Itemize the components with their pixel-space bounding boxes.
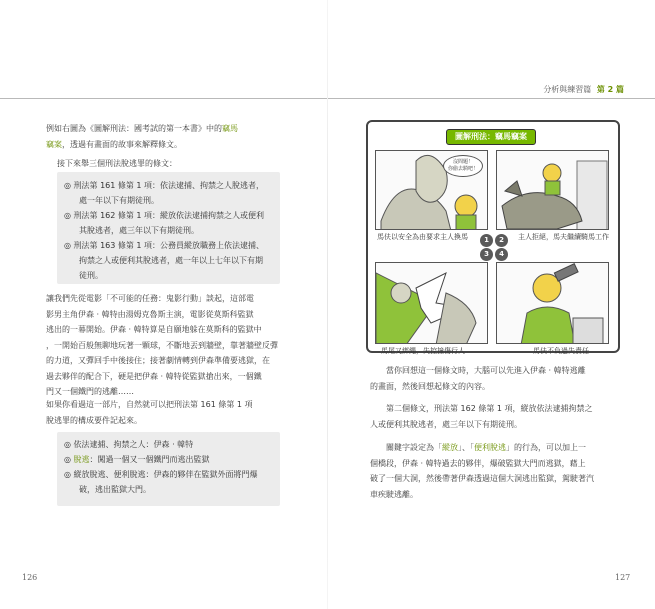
intro-text-end: ，透過有畫面的故事來解釋條文。 (62, 139, 182, 149)
recall-line: 當你回想這一個條文時，大腦可以先進入伊森 ‧ 韓特逃離 (386, 366, 586, 375)
crash-scene-icon (376, 263, 488, 344)
comic-caption-3: 馬尾又綁繩，失控撞傷行人 (381, 347, 465, 355)
story-line: 門又一個鐵門的逃離…… (46, 387, 134, 396)
article-line: 拘禁之人或便利其脫逃者，處一年以上七年以下有期 (79, 256, 263, 265)
page-gutter (327, 0, 328, 609)
intro-paragraph (46, 121, 286, 152)
speech-bubble: 沒問題！ 你偷去騎吧！ (443, 155, 483, 177)
intro-highlight-2: 竊案 (46, 139, 62, 149)
keyword-line: 車疾駛逃離。 (370, 489, 418, 499)
page-number-left: 126 (22, 573, 38, 582)
lead-line: 接下來舉三個刑法脫逃罪的條文： (57, 159, 177, 168)
element-line: ◎ 依法逮捕、拘禁之人：伊森 ‧ 韓特 (64, 440, 194, 449)
story-paragraph (46, 291, 291, 400)
comic-panel-3 (375, 262, 488, 344)
summary-line: 脫逃罪的構成要件記起來。 (46, 415, 142, 425)
comic-caption-4: 馬伕不負過失責任 (533, 347, 589, 355)
comic-caption-2: 主人拒絕，馬夫繼續騎馬工作 (518, 233, 609, 241)
article-162-line: 人或便利其脫逃者，處三年以下有期徒刑。 (370, 419, 522, 429)
articles-box (57, 172, 280, 284)
story-line: 的力道，又彈回手中後接住；接著劇情轉到伊森準備要逃獄，在 (46, 356, 270, 365)
story-line: 逃出的一幕開始。伊森 ‧ 韓特算是自願地躲在莫斯科的監獄中 (46, 325, 262, 334)
keyword-paragraph (370, 440, 632, 502)
panel-number-1: 1 (480, 234, 493, 247)
comic-panel-2 (496, 150, 609, 230)
panel-number-4: 4 (495, 248, 508, 261)
story-line: 讓我們先從電影「不可能的任務：鬼影行動」談起，這部電 (46, 294, 254, 303)
element-line: ◎ 脫逃：闖過一個又一個鐵門而逃出監獄 (64, 455, 210, 464)
judge-icon (497, 263, 609, 344)
recall-paragraph (370, 363, 630, 394)
keyword-line: 破了一個大洞，然後帶著伊森透過這個大洞逃出監獄，駕駛著汽 (370, 474, 594, 483)
keyword-2: 便利脫逃 (474, 443, 506, 452)
element-line: ◎ 縱放脫逃、便利脫逃：伊森的夥伴在監獄外面將門爆 (64, 470, 258, 479)
keyword-1: 縱放 (442, 443, 458, 452)
keyword-line: 個橋段，伊森 ‧ 韓特過去的夥伴，爆破監獄大門而逃獄，藉上 (370, 458, 586, 468)
recall-line: 的畫面，然後回想起條文的內容。 (370, 381, 490, 391)
element-line: 破，逃出監獄大門。 (79, 485, 151, 494)
keyword-line: 關鍵字設定為「縱放」、「便利脫逃」的行為，可以加上一 (386, 443, 586, 452)
comic-title: 圖解刑法：竊馬竊案 (446, 129, 536, 145)
running-header (543, 84, 624, 95)
summary-line: 如果你看過這一部片，自然就可以把刑法第 161 條第 1 項 (46, 400, 253, 409)
story-line: 過去夥伴的配合下，硬是把伊森 ‧ 韓特從監獄搶出來，一個鐵 (46, 371, 262, 381)
elements-box (57, 432, 280, 506)
article-line: ◎ 刑法第 162 條第 1 項：縱放依法逮捕拘禁之人或便利 (64, 211, 265, 220)
article-line: 徒刑。 (79, 271, 103, 280)
article-line: ◎ 刑法第 163 條第 1 項：公務員縱放職務上依法逮捕、 (64, 241, 265, 250)
story-line: 影男主角伊森 ‧ 韓特由湯姆克魯斯主演，電影從莫斯科監獄 (46, 309, 254, 319)
panel-number-3: 3 (480, 248, 493, 261)
article-162-line: 第二個條文，刑法第 162 條第 1 項，縱放依法逮捕拘禁之 (386, 404, 593, 413)
header-chapter: 第 2 篇 (596, 85, 624, 94)
element-highlight: 脫逃 (73, 455, 90, 464)
intro-highlight: 竊馬 (222, 124, 238, 133)
comic-caption-1: 馬伕以安全為由要求主人換馬 (377, 233, 468, 241)
page-number-right: 127 (615, 573, 631, 582)
summary-paragraph (46, 397, 291, 428)
article-line: ◎ 刑法第 161 條第 1 項：依法逮捕、拘禁之人脫逃者， (64, 181, 265, 190)
story-line: ，一開始百般無聊地玩著一顆球，不斷地丟到牆壁，靠著牆壁反彈 (46, 340, 278, 350)
galloping-horse-icon (497, 151, 609, 230)
intro-text: 例如右圖為《圖解刑法：國考試的第一本書》中的 (46, 124, 222, 133)
article-162-paragraph (370, 401, 630, 432)
panel-number-2: 2 (495, 234, 508, 247)
comic-panel-4 (496, 262, 609, 344)
article-line: 處一年以下有期徒刑。 (79, 196, 159, 205)
article-line: 其脫逃者，處三年以下有期徒刑。 (79, 226, 199, 235)
header-section: 分析與練習篇 (543, 85, 592, 94)
